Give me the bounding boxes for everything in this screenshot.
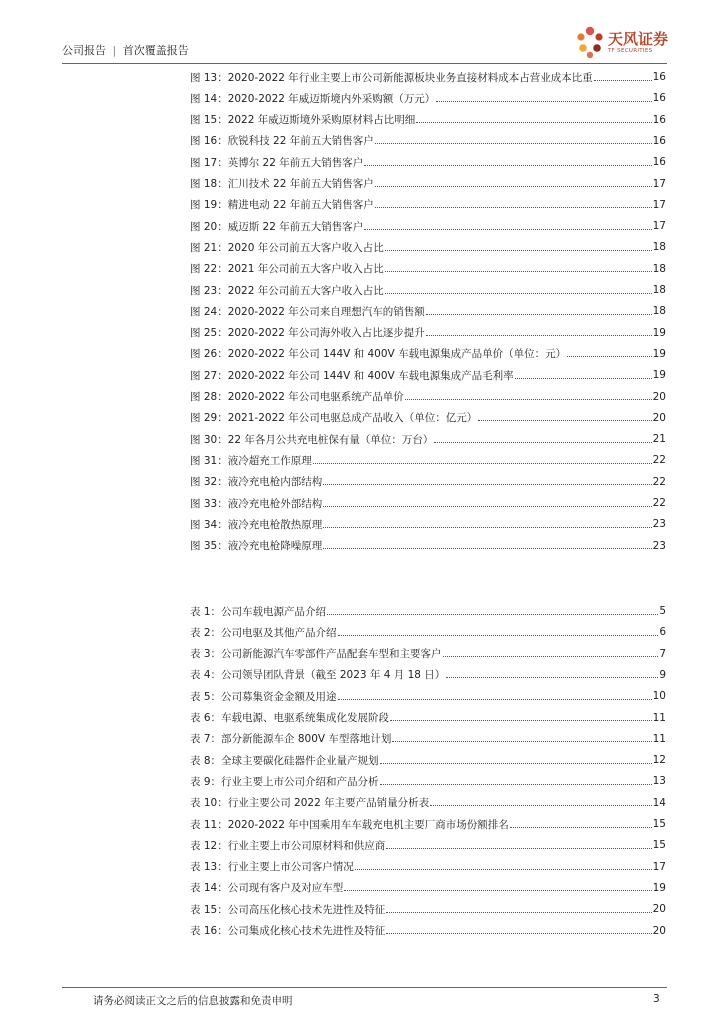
figure-entry[interactable] <box>190 449 666 471</box>
entry-label: 表 5：公司募集资金金额及用途 <box>190 690 337 703</box>
leader-dots <box>385 293 652 294</box>
entry-label: 图 35：液冷充电枪降噪原理 <box>190 540 323 553</box>
figure-entry[interactable] <box>190 151 666 173</box>
header-company: 公司报告 <box>62 44 106 57</box>
table-entry[interactable] <box>190 813 666 835</box>
entry-page: 17 <box>652 177 666 190</box>
entry-page: 15 <box>652 839 666 852</box>
entry-page: 22 <box>652 497 666 509</box>
entry-page: 16 <box>652 113 666 126</box>
entry-label: 图 26：2020-2022 年公司 144V 和 400V 车载电源集成产品单价（单位：元） <box>190 348 567 361</box>
figure-entry[interactable] <box>190 87 666 109</box>
entry-page: 18 <box>652 262 666 275</box>
footer-disclaimer: 请务必阅读正文之后的信息披露和免责申明 <box>93 995 293 1007</box>
entry-label: 图 27：2020-2022 年公司 144V 和 400V 车载电源集成产品毛利率 <box>190 369 514 382</box>
entry-page: 13 <box>652 775 666 788</box>
leader-dots <box>405 399 652 400</box>
logo-name: 天风证券 <box>608 30 669 48</box>
entry-page: 17 <box>652 220 666 233</box>
entry-label: 图 34：液冷充电枪散热原理 <box>190 518 323 531</box>
footer-rule <box>62 987 667 988</box>
entry-page: 18 <box>652 305 666 318</box>
leader-dots <box>323 548 651 549</box>
entry-label: 图 22：2021 年公司前五大客户收入占比 <box>190 263 384 276</box>
figure-entry[interactable] <box>190 300 666 322</box>
figure-entry[interactable] <box>190 364 666 386</box>
entry-page: 7 <box>659 647 666 660</box>
figure-entry[interactable] <box>190 471 666 493</box>
figure-entry[interactable] <box>190 343 666 365</box>
entry-page: 6 <box>659 626 666 639</box>
entry-page: 22 <box>652 454 666 467</box>
leader-dots <box>390 720 652 721</box>
table-entry[interactable] <box>190 707 666 729</box>
entry-label: 图 17：英博尔 22 年前五大销售客户 <box>190 156 364 169</box>
entry-page: 14 <box>652 796 666 809</box>
entry-label: 图 23：2022 年公司前五大客户收入占比 <box>190 284 384 297</box>
table-entry[interactable] <box>190 856 666 878</box>
header-report-type: 首次覆盖报告 <box>122 44 189 57</box>
header-rule <box>62 63 667 64</box>
entry-label: 图 20：威迈斯 22 年前五大销售客户 <box>190 220 364 233</box>
leader-dots <box>567 356 652 357</box>
leader-dots <box>375 143 652 144</box>
leader-dots <box>375 207 652 208</box>
leader-dots <box>344 890 651 891</box>
figure-entry[interactable] <box>190 322 666 344</box>
entry-page: 16 <box>652 134 666 147</box>
table-entry[interactable] <box>190 600 666 622</box>
figure-entry[interactable] <box>190 236 666 258</box>
entry-page: 18 <box>652 284 666 296</box>
entry-page: 11 <box>652 711 666 724</box>
leader-dots <box>430 805 652 806</box>
entry-label: 表 14：公司现有客户及对应车型 <box>190 882 344 895</box>
entry-page: 22 <box>652 475 666 488</box>
entry-label: 表 3：公司新能源汽车零部件产品配套车型和主要客户 <box>190 648 442 661</box>
entry-label: 图 31：液冷超充工作原理 <box>190 454 312 467</box>
leader-dots <box>446 677 658 678</box>
figure-entry[interactable] <box>190 492 666 514</box>
figure-entry[interactable] <box>190 194 666 216</box>
entry-label: 图 13：2020-2022 年行业主要上市公司新能源板块业务直接材料成本占营业成本比重 <box>190 71 593 84</box>
table-entry[interactable] <box>190 621 666 643</box>
entry-label: 表 15：公司高压化核心技术先进性及特征 <box>190 903 386 916</box>
entry-page: 20 <box>652 903 666 916</box>
entry-page: 12 <box>652 754 666 767</box>
table-entry[interactable] <box>190 685 666 707</box>
leader-dots <box>338 699 652 700</box>
table-entry[interactable] <box>190 877 666 899</box>
entry-page: 10 <box>652 690 666 703</box>
leader-dots <box>510 827 652 828</box>
figure-entry[interactable] <box>190 258 666 280</box>
entry-label: 表 16：公司集成化核心技术先进性及特征 <box>190 925 386 937</box>
leader-dots <box>392 741 651 742</box>
figure-entry[interactable] <box>190 109 666 131</box>
figure-entry[interactable] <box>190 130 666 152</box>
figure-entry[interactable] <box>190 173 666 195</box>
entry-label: 图 15：2022 年威迈斯境外采购原材料占比明细 <box>190 114 416 127</box>
page-number: 3 <box>653 993 660 1005</box>
entry-page: 23 <box>652 539 666 552</box>
leader-dots <box>443 656 659 657</box>
entry-label: 图 16：欣锐科技 22 年前五大销售客户 <box>190 135 374 148</box>
table-entry[interactable] <box>190 770 666 792</box>
entry-label: 图 25：2020-2022 年公司海外收入占比逐步提升 <box>190 327 425 340</box>
entry-page: 21 <box>652 433 666 446</box>
leader-dots <box>416 122 651 123</box>
table-entry[interactable] <box>190 728 666 750</box>
leader-dots <box>355 869 652 870</box>
entry-label: 图 30：22 年各月公共充电桩保有量（单位：万台） <box>190 433 434 446</box>
leader-dots <box>313 463 652 464</box>
figure-entry[interactable] <box>190 386 666 408</box>
entry-label: 图 29：2021-2022 年公司电驱总成产品收入（单位：亿元） <box>190 412 478 425</box>
entry-page: 19 <box>652 369 666 382</box>
leader-dots <box>364 229 651 230</box>
leader-dots <box>385 271 652 272</box>
logo-subtitle: TF SECURITIES <box>608 48 653 54</box>
entry-label: 表 9：行业主要上市公司介绍和产品分析 <box>190 775 379 788</box>
entry-label: 图 32：液冷充电枪内部结构 <box>190 476 323 489</box>
table-entry[interactable] <box>190 920 666 942</box>
entry-label: 图 18：汇川技术 22 年前五大销售客户 <box>190 178 374 190</box>
table-entry[interactable] <box>190 749 666 771</box>
entry-label: 表 10：行业主要公司 2022 年主要产品销量分析表 <box>190 797 430 810</box>
entry-page: 5 <box>659 605 666 617</box>
table-entry[interactable] <box>190 664 666 686</box>
entry-label: 图 21：2020 年公司前五大客户收入占比 <box>190 241 384 254</box>
leader-dots <box>436 101 651 102</box>
figure-entry[interactable] <box>190 407 666 429</box>
leader-dots <box>426 335 652 336</box>
entry-page: 19 <box>652 881 666 894</box>
entry-page: 19 <box>652 347 666 360</box>
entry-page: 9 <box>659 668 666 681</box>
leader-dots <box>515 378 652 379</box>
leader-dots <box>323 506 651 507</box>
figure-entry[interactable] <box>190 66 666 88</box>
leader-dots <box>426 314 652 315</box>
figure-entry[interactable] <box>190 215 666 237</box>
leader-dots <box>434 442 651 443</box>
entry-label: 图 33：液冷充电枪外部结构 <box>190 497 323 510</box>
leader-dots <box>323 484 651 485</box>
entry-label: 图 24：2020-2022 年公司来自理想汽车的销售额 <box>190 305 425 318</box>
entry-label: 表 7：部分新能源车企 800V 车型落地计划 <box>190 733 392 746</box>
table-entry[interactable] <box>190 792 666 814</box>
entry-page: 16 <box>652 71 666 83</box>
entry-label: 图 28：2020-2022 年公司电驱系统产品单价 <box>190 391 404 403</box>
entry-page: 11 <box>652 732 666 745</box>
entry-page: 18 <box>652 241 666 254</box>
entry-label: 表 1：公司车载电源产品介绍 <box>190 605 327 618</box>
entry-page: 17 <box>652 860 666 873</box>
entry-label: 表 6：车载电源、电驱系统集成化发展阶段 <box>190 712 390 724</box>
entry-page: 17 <box>652 198 666 211</box>
leader-dots <box>364 165 651 166</box>
entry-label: 表 2：公司电驱及其他产品介绍 <box>190 626 337 639</box>
entry-page: 19 <box>652 326 666 339</box>
leader-dots <box>380 784 652 785</box>
figure-entry[interactable] <box>190 513 666 535</box>
leader-dots <box>323 527 651 528</box>
figure-entry[interactable] <box>190 279 666 301</box>
header-separator: | <box>112 44 117 57</box>
entry-label: 表 8：全球主要碳化硅器件企业量产规划 <box>190 754 379 767</box>
leader-dots <box>594 80 652 81</box>
entry-page: 20 <box>652 411 666 424</box>
leader-dots <box>386 912 651 913</box>
leader-dots <box>327 614 658 615</box>
leader-dots <box>375 186 652 187</box>
table-entry[interactable] <box>190 898 666 920</box>
entry-page: 16 <box>652 156 666 169</box>
entry-label: 图 19：精进电动 22 年前五大销售客户 <box>190 199 374 212</box>
entry-label: 表 12：行业主要上市公司原材料和供应商 <box>190 839 386 852</box>
entry-label: 表 11：2020-2022 年中国乘用车车载充电机主要厂商市场份额排名 <box>190 818 509 831</box>
leader-dots <box>380 763 652 764</box>
leader-dots <box>386 848 651 849</box>
entry-label: 图 14：2020-2022 年威迈斯境内外采购额（万元） <box>190 92 436 105</box>
entry-label: 表 4：公司领导团队背景（截至 2023 年 4 月 18 日） <box>190 669 446 682</box>
leader-dots <box>338 635 659 636</box>
leader-dots <box>385 250 652 251</box>
table-entry[interactable] <box>190 834 666 856</box>
figure-entry[interactable] <box>190 428 666 450</box>
table-entry[interactable] <box>190 643 666 665</box>
entry-page: 20 <box>652 390 666 403</box>
entry-page: 16 <box>652 92 666 105</box>
entry-page: 15 <box>652 818 666 830</box>
entry-page: 23 <box>652 518 666 531</box>
figure-entry[interactable] <box>190 535 666 557</box>
leader-dots <box>386 933 651 934</box>
leader-dots <box>478 420 651 421</box>
entry-page: 20 <box>652 924 666 937</box>
report-header <box>62 42 189 58</box>
entry-label: 表 13：行业主要上市公司客户情况 <box>190 861 354 874</box>
